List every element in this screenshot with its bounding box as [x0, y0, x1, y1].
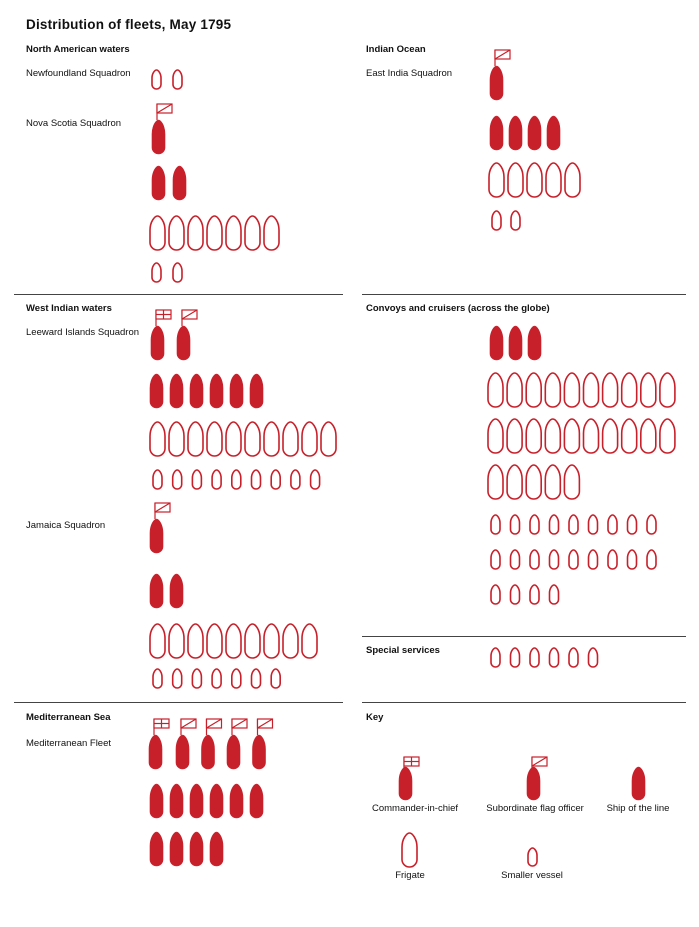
squadron-mediterranean-fleet-label: Mediterranean Fleet: [26, 738, 112, 749]
convoys-r2-frigate-8: [622, 419, 637, 453]
convoys-r2-frigate-2: [507, 419, 522, 453]
convoys-r2-smaller-9: [647, 550, 656, 569]
leeward-commander-flag: [156, 310, 171, 326]
key-subordinate-ship: [527, 767, 540, 800]
mediterranean-r2-line-3: [190, 832, 203, 866]
convoys-r3-frigate-1: [488, 465, 503, 499]
leeward-frigate-7: [264, 422, 279, 456]
leeward-smaller-4: [212, 470, 221, 489]
jamaica-subordinate-flag: [155, 503, 170, 519]
key-line-ship: [632, 767, 645, 800]
key-label-ship-of-line: Ship of the line: [606, 803, 670, 814]
jamaica-frigate-7: [264, 624, 279, 658]
region-indian-ocean-heading: Indian Ocean: [366, 44, 426, 55]
squadron-leeward-islands-label: Leeward Islands Squadron: [26, 327, 140, 338]
convoys-r2-smaller-2: [511, 550, 520, 569]
squadron-nova-scotia-label: Nova Scotia Squadron: [26, 118, 122, 129]
leeward-smaller-3: [192, 470, 201, 489]
convoys-r1-frigate-7: [603, 373, 618, 407]
leeward-line-1: [150, 374, 163, 408]
jamaica-smaller-7: [271, 669, 280, 688]
convoys-r2-frigate-3: [526, 419, 541, 453]
leeward-frigate-2: [169, 422, 184, 456]
special-smaller-4: [550, 648, 559, 667]
leeward-subordinate-flag: [182, 310, 197, 326]
convoys-line-2: [509, 326, 522, 360]
jamaica-smaller-1: [153, 669, 162, 688]
leeward-smaller-7: [271, 470, 280, 489]
leeward-line-4: [210, 374, 223, 408]
convoys-r1-frigate-4: [545, 373, 560, 407]
region-convoys-heading: Convoys and cruisers (across the globe): [366, 303, 550, 314]
leeward-subordinate-ship: [177, 326, 190, 360]
mediterranean-s3-subordinate-flag: [232, 719, 247, 735]
convoys-r1-smaller-7: [608, 515, 617, 534]
newfoundland-smaller-1: [152, 70, 161, 89]
mediterranean-r1-line-3: [190, 784, 203, 818]
nova-scotia-frigate-4: [207, 216, 222, 250]
east-india-line-1: [490, 116, 503, 150]
convoys-r2-smaller-6: [589, 550, 598, 569]
nova-scotia-line-2: [173, 166, 186, 200]
leeward-frigate-5: [226, 422, 241, 456]
east-india-line-3: [528, 116, 541, 150]
convoys-r2-frigate-6: [584, 419, 599, 453]
convoys-r2-smaller-4: [550, 550, 559, 569]
east-india-frigate-1: [489, 163, 504, 197]
jamaica-frigate-3: [188, 624, 203, 658]
east-india-line-4: [547, 116, 560, 150]
convoys-r2-frigate-9: [641, 419, 656, 453]
convoys-r2-smaller-1: [491, 550, 500, 569]
mediterranean-s4-subordinate-flag: [258, 719, 273, 735]
nova-scotia-frigate-5: [226, 216, 241, 250]
nova-scotia-frigate-3: [188, 216, 203, 250]
convoys-r3-smaller-1: [491, 585, 500, 604]
special-smaller-2: [511, 648, 520, 667]
jamaica-frigate-2: [169, 624, 184, 658]
nova-scotia-subordinate-ship: [152, 120, 165, 154]
east-india-frigate-2: [508, 163, 523, 197]
region-special-services-heading: Special services: [366, 645, 440, 656]
leeward-frigate-4: [207, 422, 222, 456]
convoys-r1-smaller-2: [511, 515, 520, 534]
east-india-frigate-3: [527, 163, 542, 197]
convoys-r2-frigate-5: [564, 419, 579, 453]
convoys-r1-frigate-6: [584, 373, 599, 407]
jamaica-frigate-9: [302, 624, 317, 658]
convoys-r1-smaller-5: [569, 515, 578, 534]
key-label-commander: Commander-in-chief: [371, 803, 459, 814]
mediterranean-commander-ship: [149, 735, 162, 769]
newfoundland-smaller-2: [173, 70, 182, 89]
leeward-smaller-9: [311, 470, 320, 489]
convoys-r3-smaller-4: [550, 585, 559, 604]
convoys-r2-smaller-3: [530, 550, 539, 569]
leeward-frigate-8: [283, 422, 298, 456]
nova-scotia-frigate-6: [245, 216, 260, 250]
leeward-frigate-6: [245, 422, 260, 456]
mediterranean-s1-subordinate-flag: [181, 719, 196, 735]
region-north-american-heading: North American waters: [26, 44, 130, 55]
leeward-line-3: [190, 374, 203, 408]
convoys-r1-frigate-8: [622, 373, 637, 407]
east-india-line-2: [509, 116, 522, 150]
jamaica-line-1: [150, 574, 163, 608]
convoys-r3-smaller-2: [511, 585, 520, 604]
jamaica-line-2: [170, 574, 183, 608]
jamaica-subordinate-ship: [150, 519, 163, 553]
mediterranean-r1-line-6: [250, 784, 263, 818]
convoys-r2-frigate-7: [603, 419, 618, 453]
mediterranean-s4-subordinate-ship: [253, 735, 266, 769]
convoys-r1-frigate-10: [660, 373, 675, 407]
jamaica-smaller-2: [173, 669, 182, 688]
convoys-r2-frigate-10: [660, 419, 675, 453]
special-smaller-6: [589, 648, 598, 667]
east-india-subordinate-ship: [490, 66, 503, 100]
jamaica-smaller-6: [252, 669, 261, 688]
jamaica-frigate-4: [207, 624, 222, 658]
nova-scotia-frigate-1: [150, 216, 165, 250]
region-west-indian-heading: West Indian waters: [26, 303, 112, 314]
key-label-subordinate: Subordinate flag officer: [486, 803, 584, 814]
key-heading: Key: [366, 712, 384, 723]
key-frigate: [402, 833, 417, 867]
mediterranean-s3-subordinate-ship: [227, 735, 240, 769]
leeward-smaller-6: [252, 470, 261, 489]
nova-scotia-smaller-2: [173, 263, 182, 282]
leeward-smaller-5: [232, 470, 241, 489]
region-mediterranean-heading: Mediterranean Sea: [26, 712, 111, 723]
convoys-r2-smaller-5: [569, 550, 578, 569]
key-label-frigate: Frigate: [395, 870, 425, 881]
east-india-frigate-5: [565, 163, 580, 197]
convoys-r1-smaller-1: [491, 515, 500, 534]
convoys-r1-frigate-1: [488, 373, 503, 407]
convoys-r3-frigate-4: [545, 465, 560, 499]
squadron-newfoundland-label: Newfoundland Squadron: [26, 68, 131, 79]
convoys-r1-smaller-4: [550, 515, 559, 534]
mediterranean-r2-line-2: [170, 832, 183, 866]
jamaica-frigate-6: [245, 624, 260, 658]
jamaica-frigate-8: [283, 624, 298, 658]
nova-scotia-line-1: [152, 166, 165, 200]
special-smaller-3: [530, 648, 539, 667]
east-india-frigate-4: [546, 163, 561, 197]
leeward-line-2: [170, 374, 183, 408]
mediterranean-s2-subordinate-ship: [202, 735, 215, 769]
mediterranean-s2-subordinate-flag: [207, 719, 222, 735]
jamaica-smaller-5: [232, 669, 241, 688]
convoys-r2-frigate-1: [488, 419, 503, 453]
jamaica-frigate-1: [150, 624, 165, 658]
key-commander-ship: [399, 767, 412, 800]
leeward-smaller-8: [291, 470, 300, 489]
jamaica-smaller-4: [212, 669, 221, 688]
leeward-line-6: [250, 374, 263, 408]
convoys-r3-frigate-5: [564, 465, 579, 499]
east-india-subordinate-flag: [495, 50, 510, 66]
nova-scotia-smaller-1: [152, 263, 161, 282]
jamaica-frigate-5: [226, 624, 241, 658]
key-label-smaller: Smaller vessel: [501, 870, 563, 881]
mediterranean-commander-flag: [154, 719, 169, 735]
convoys-line-1: [490, 326, 503, 360]
leeward-smaller-2: [173, 470, 182, 489]
leeward-frigate-1: [150, 422, 165, 456]
convoys-r1-frigate-9: [641, 373, 656, 407]
convoys-r1-frigate-5: [564, 373, 579, 407]
mediterranean-r1-line-4: [210, 784, 223, 818]
mediterranean-s1-subordinate-ship: [176, 735, 189, 769]
convoys-r2-frigate-4: [545, 419, 560, 453]
convoys-r1-smaller-6: [589, 515, 598, 534]
convoys-r3-frigate-3: [526, 465, 541, 499]
convoys-r2-smaller-7: [608, 550, 617, 569]
squadron-jamaica-label: Jamaica Squadron: [26, 520, 106, 531]
convoys-r3-smaller-3: [530, 585, 539, 604]
mediterranean-r1-line-5: [230, 784, 243, 818]
convoys-r3-frigate-2: [507, 465, 522, 499]
mediterranean-r1-line-2: [170, 784, 183, 818]
nova-scotia-frigate-7: [264, 216, 279, 250]
jamaica-smaller-3: [192, 669, 201, 688]
key-smaller-vessel: [528, 848, 537, 866]
leeward-smaller-1: [153, 470, 162, 489]
nova-scotia-subordinate-flag: [157, 104, 172, 120]
convoys-r1-frigate-3: [526, 373, 541, 407]
leeward-frigate-10: [321, 422, 336, 456]
leeward-commander-ship: [151, 326, 164, 360]
convoys-r2-smaller-8: [628, 550, 637, 569]
east-india-smaller-2: [511, 211, 520, 230]
mediterranean-r2-line-1: [150, 832, 163, 866]
page-title: Distribution of fleets, May 1795: [26, 17, 232, 32]
leeward-frigate-3: [188, 422, 203, 456]
convoys-r1-frigate-2: [507, 373, 522, 407]
convoys-r1-smaller-8: [628, 515, 637, 534]
east-india-smaller-1: [492, 211, 501, 230]
mediterranean-r2-line-4: [210, 832, 223, 866]
leeward-line-5: [230, 374, 243, 408]
leeward-frigate-9: [302, 422, 317, 456]
squadron-east-india-label: East India Squadron: [366, 68, 453, 79]
convoys-r1-smaller-3: [530, 515, 539, 534]
nova-scotia-frigate-2: [169, 216, 184, 250]
mediterranean-r1-line-1: [150, 784, 163, 818]
special-smaller-1: [491, 648, 500, 667]
convoys-r1-smaller-9: [647, 515, 656, 534]
special-smaller-5: [569, 648, 578, 667]
convoys-line-3: [528, 326, 541, 360]
